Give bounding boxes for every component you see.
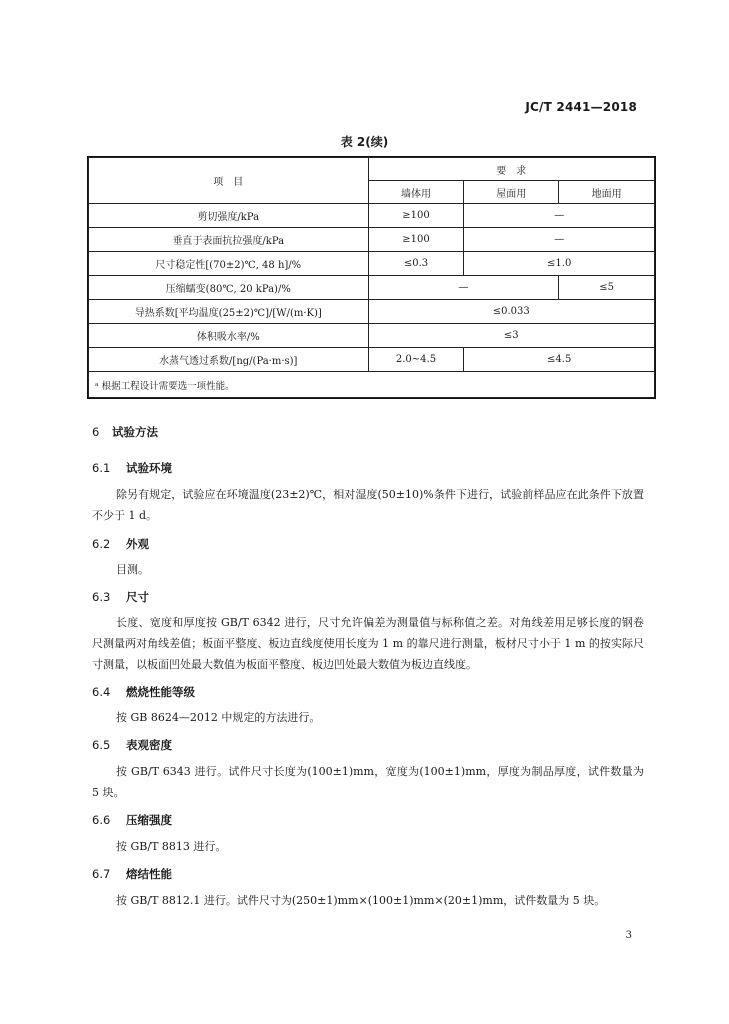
table-row <box>89 300 655 324</box>
section-number: 6 <box>92 425 100 439</box>
section-title: 压缩强度 <box>126 813 172 827</box>
section-number: 6.2 <box>92 537 111 551</box>
section-title: 试验环境 <box>126 461 172 475</box>
section-title: 表观密度 <box>126 738 172 752</box>
section-text: 目测。 <box>116 563 149 576</box>
table-note: ᵃ 根据工程设计需要选一项性能。 <box>89 372 655 398</box>
section-text: 按 GB 8624—2012 中规定的方法进行。 <box>116 711 321 724</box>
section-text: 除另有规定，试验应在环境温度(23±2)℃，相对湿度(50±10)%条件下进行，试验前样品应在此条件下放置不少于 1 d。 <box>92 488 644 522</box>
section-title: 尺寸 <box>126 590 149 604</box>
row-all-value: ≤0.033 <box>368 300 654 324</box>
section-text: 长度、宽度和厚度按 GB/T 6342 进行，尺寸允许偏差为测量值与标称值之差。对角线差用足够长度的钢卷尺测量两对角线差值；板面平整度、板边直线度使用长度为 1 m 的靠尺进行测量，板材尺寸小于 1 m 的按实际尺寸测量，以板面凹处最大数值为板面平整度、板边凹处最大数值为板边直线度。 <box>92 616 644 671</box>
page-number: 3 <box>625 930 632 941</box>
section-heading <box>92 737 172 753</box>
table-row <box>89 252 655 276</box>
table-row <box>89 276 655 300</box>
row-item: 体积吸水率/% <box>89 324 369 348</box>
row-all-value: ≤3 <box>368 324 654 348</box>
section-heading <box>92 812 172 828</box>
section-number: 6.1 <box>92 461 111 475</box>
row-roof-floor-value: — <box>464 228 655 252</box>
section-title: 试验方法 <box>112 425 158 439</box>
section-heading <box>92 424 158 440</box>
section-number: 6.5 <box>92 738 111 752</box>
row-roof-floor-value: ≤4.5 <box>464 348 655 372</box>
row-item: 剪切强度/kPa <box>89 204 369 228</box>
subheader-roof: 屋面用 <box>464 181 559 204</box>
row-wall-value: 2.0~4.5 <box>368 348 464 372</box>
standard-code: JC/T 2441—2018 <box>525 100 637 114</box>
row-wall-roof-value: — <box>368 276 559 300</box>
requirements-table <box>88 157 655 398</box>
section-heading <box>92 684 195 700</box>
row-item: 垂直于表面抗拉强度/kPa <box>89 228 369 252</box>
table-row <box>89 228 655 252</box>
subheader-floor: 地面用 <box>559 181 655 204</box>
section-text: 按 GB/T 6343 进行。试件尺寸长度为(100±1)mm，宽度为(100±1)mm，厚度为制品厚度，试件数量为 5 块。 <box>92 765 644 799</box>
section-number: 6.3 <box>92 590 111 604</box>
table-row <box>89 348 655 372</box>
row-item: 尺寸稳定性[(70±2)℃, 48 h]/% <box>89 252 369 276</box>
section-heading <box>92 460 172 476</box>
section-text: 按 GB/T 8813 进行。 <box>116 840 227 853</box>
table-caption: 表 2(续) <box>340 135 389 149</box>
section-number: 6.7 <box>92 867 111 881</box>
row-wall-value: ≥100 <box>368 228 464 252</box>
section-title: 外观 <box>126 537 149 551</box>
section-title: 燃烧性能等级 <box>126 685 195 699</box>
row-item: 压缩蠕变(80℃, 20 kPa)/% <box>89 276 369 300</box>
section-heading <box>92 536 149 552</box>
row-roof-floor-value: — <box>464 204 655 228</box>
section-heading <box>92 589 149 605</box>
section-number: 6.6 <box>92 813 111 827</box>
section-heading <box>92 866 172 882</box>
row-wall-value: ≤0.3 <box>368 252 464 276</box>
table-note-row <box>89 372 655 398</box>
section-number: 6.4 <box>92 685 111 699</box>
row-item: 水蒸气透过系数/[ng/(Pa·m·s)] <box>89 348 369 372</box>
section-title: 熔结性能 <box>126 867 172 881</box>
row-floor-value: ≤5 <box>559 276 655 300</box>
table-header-row <box>89 158 655 181</box>
subheader-wall: 墙体用 <box>368 181 464 204</box>
row-item: 导热系数[平均温度(25±2)℃]/[W/(m·K)] <box>89 300 369 324</box>
header-item: 项 目 <box>89 158 369 204</box>
table-row <box>89 324 655 348</box>
header-requirement: 要 求 <box>368 158 654 181</box>
section-text: 按 GB/T 8812.1 进行。试件尺寸为(250±1)mm×(100±1)mm×(20±1)mm，试件数量为 5 块。 <box>116 894 606 907</box>
row-roof-floor-value: ≤1.0 <box>464 252 655 276</box>
table-row <box>89 204 655 228</box>
row-wall-value: ≥100 <box>368 204 464 228</box>
